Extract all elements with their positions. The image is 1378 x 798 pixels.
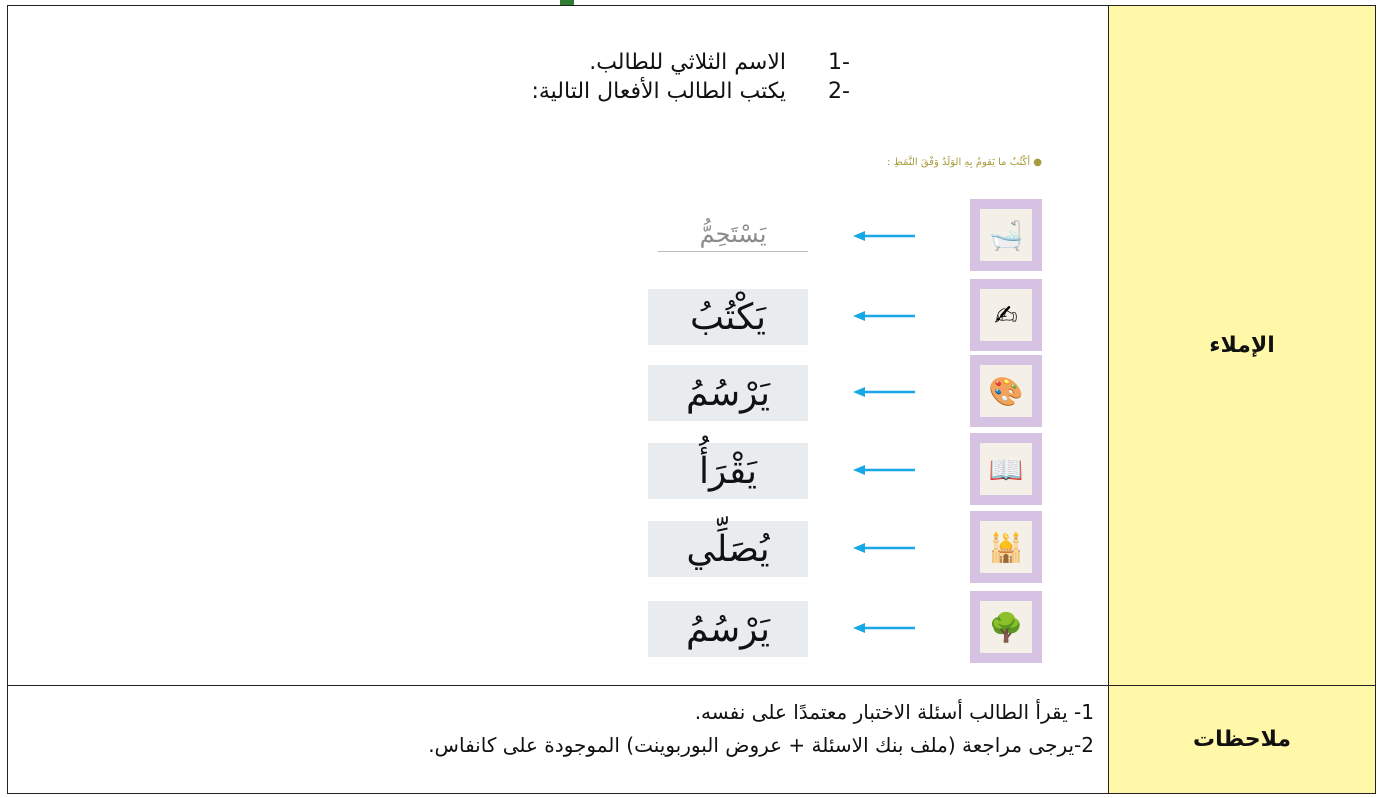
instruction-text: يكتب الطالب الأفعال التالية: [531, 79, 786, 104]
exam-content-table [7, 5, 1376, 794]
notes-list [428, 696, 1094, 762]
note-item: 1- يقرأ الطالب أسئلة الاختبار معتمدًا على نفسه. [694, 700, 1094, 724]
answer-box: يَرْسُمُ [648, 601, 808, 657]
dictation-label: الإملاء [1209, 333, 1275, 358]
arrow-left-icon [853, 387, 915, 397]
reading-child-picture: 📖 [980, 443, 1032, 495]
instruction-number: -2 [828, 79, 850, 104]
dictation-row [8, 6, 1376, 686]
instruction-text: الاسم الثلاثي للطالب. [589, 50, 786, 75]
worksheet-row [122, 433, 1042, 509]
worksheet-title: ● أكْتُبُ ما يَقومُ بِهِ الوَلَدُ وَفْقَ النَّمَطِ : [887, 157, 1042, 168]
answer-box: يَقْرَأُ [648, 443, 808, 499]
arrow-left-icon [853, 465, 915, 475]
arrow-left-icon [853, 623, 915, 633]
notes-label-cell [1109, 686, 1376, 794]
worksheet-row [122, 591, 1042, 667]
worksheet-row [122, 279, 1042, 355]
praying-child-picture: 🕌 [980, 521, 1032, 573]
notes-row [8, 686, 1376, 794]
worksheet-row [122, 355, 1042, 431]
picture-frame [970, 591, 1042, 663]
picture-frame [970, 433, 1042, 505]
dictation-label-cell [1109, 6, 1376, 686]
worksheet-row [122, 511, 1042, 587]
instructions-list [531, 48, 850, 106]
arrow-left-icon [853, 543, 915, 553]
verbs-worksheet-image [122, 141, 1042, 671]
note-item: 2-يرجى مراجعة (ملف بنك الاسئلة + عروض البوربوينت) الموجودة على كانفاس. [428, 733, 1094, 757]
drawing-child-picture: 🎨 [980, 365, 1032, 417]
notes-content-cell [8, 686, 1109, 794]
bathing-child-picture: 🛁 [980, 209, 1032, 261]
arrow-left-icon [853, 231, 915, 241]
worksheet-row [122, 199, 1042, 275]
dictation-content-cell [8, 6, 1109, 686]
picture-frame [970, 199, 1042, 271]
answer-box: يَرْسُمُ [648, 365, 808, 421]
writing-child-picture: ✍ [980, 289, 1032, 341]
arrow-left-icon [853, 311, 915, 321]
gardening-child-picture: 🌳 [980, 601, 1032, 653]
picture-frame [970, 279, 1042, 351]
notes-label: ملاحظات [1193, 727, 1291, 752]
instruction-item [531, 77, 850, 106]
answer-box: يَكْتُبُ [648, 289, 808, 345]
instruction-item [531, 48, 850, 77]
instruction-number: -1 [828, 50, 850, 75]
picture-frame [970, 511, 1042, 583]
example-answer: يَسْتَحِمُّ [658, 217, 808, 252]
picture-frame [970, 355, 1042, 427]
answer-box: يُصَلِّي [648, 521, 808, 577]
